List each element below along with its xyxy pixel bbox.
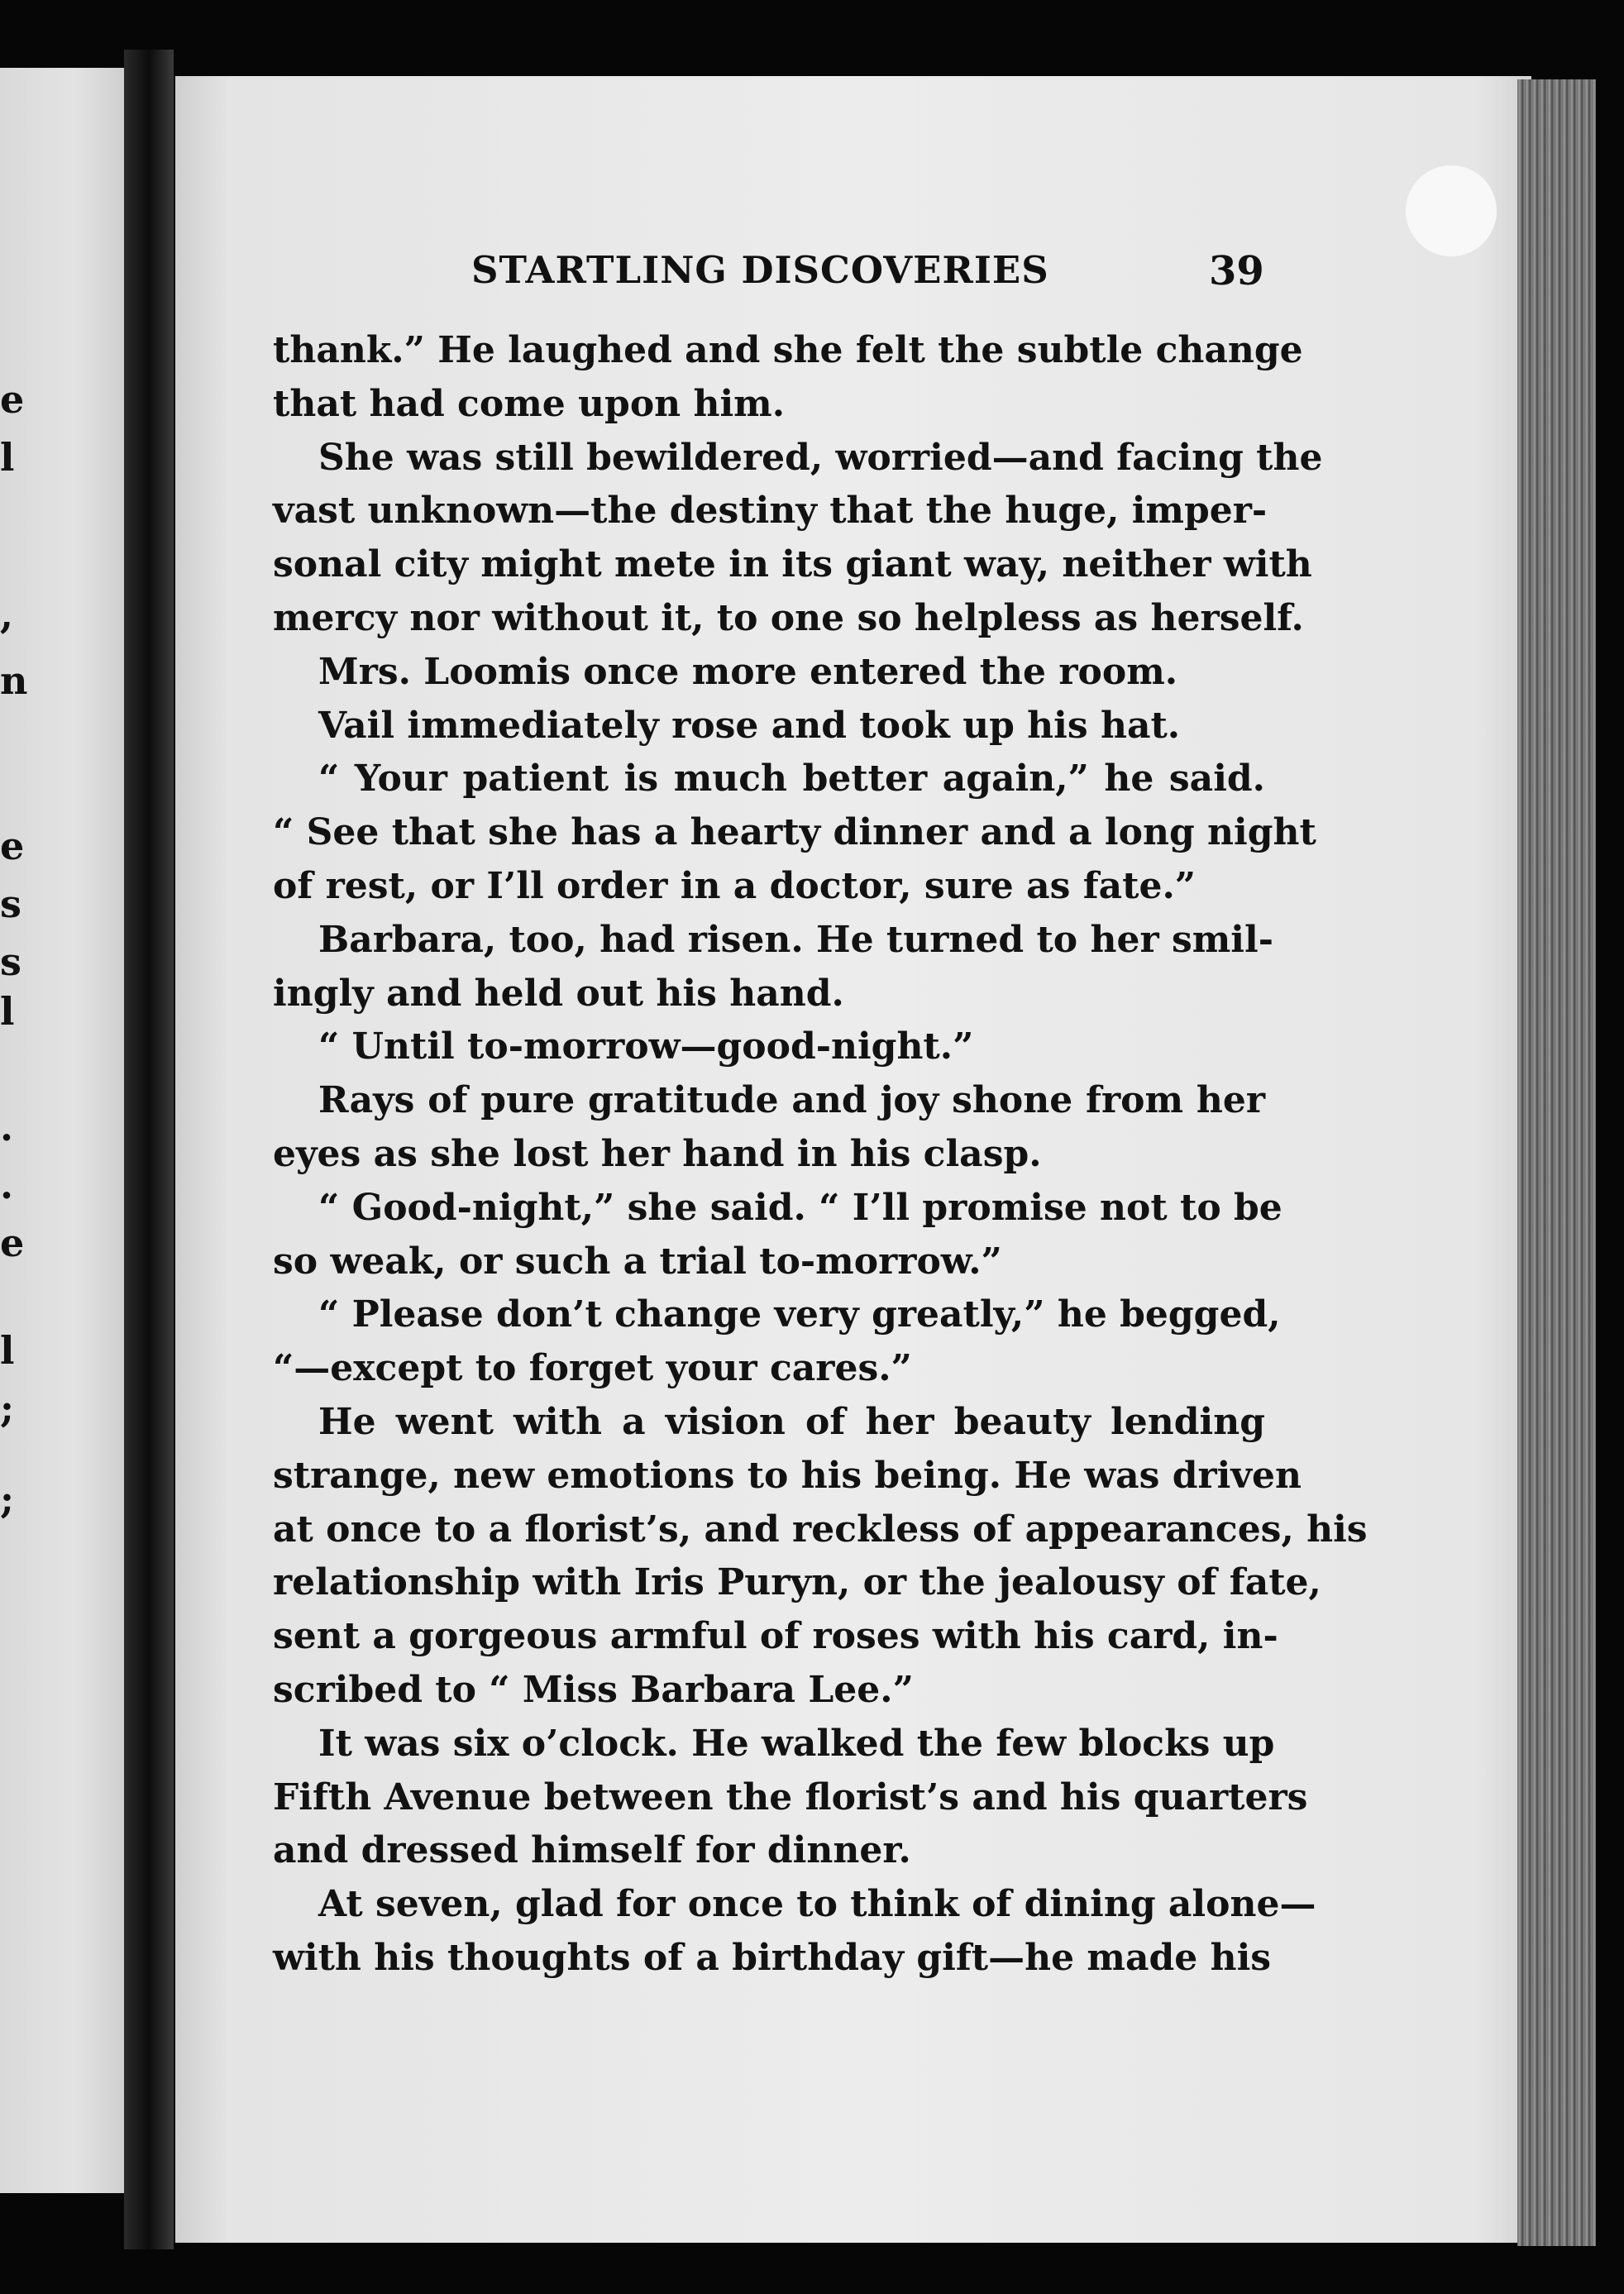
- text-line: strange, new emotions to his being. He was driven: [273, 1454, 1302, 1497]
- text-line: “—except to forget your cares.”: [273, 1347, 912, 1390]
- text-line: mercy nor without it, to one so helpless as herself.: [273, 596, 1304, 639]
- text-line: so weak, or such a trial to-morrow.”: [273, 1240, 1002, 1283]
- text-line: “ Until to-morrow—good-night.”: [318, 1025, 974, 1068]
- text-line: at once to a florist’s, and reckless of appearances, his: [273, 1508, 1368, 1551]
- text-line: “ Your patient is much better again,” he said.: [318, 757, 1265, 801]
- text-line: “ Please don’t change very greatly,” he begged,: [318, 1293, 1281, 1336]
- text-line: ingly and held out his hand.: [273, 972, 844, 1015]
- edge-char: l: [0, 435, 15, 480]
- edge-char: s: [0, 939, 21, 984]
- text-line: Rays of pure gratitude and joy shone from her: [318, 1079, 1265, 1122]
- text-line: Mrs. Loomis once more entered the room.: [318, 650, 1178, 693]
- text-line: sent a gorgeous armful of roses with his card, in-: [273, 1615, 1278, 1658]
- text-line: vast unknown—the destiny that the huge, imper-: [273, 490, 1268, 533]
- book-gutter: [124, 50, 174, 2249]
- edge-char: ;: [0, 1477, 14, 1522]
- text-line: “ Good-night,” she said. “ I’ll promise not to be: [318, 1186, 1282, 1229]
- text-line: thank.” He laughed and she felt the subtle change: [273, 329, 1303, 371]
- edge-char: ;: [0, 1386, 14, 1431]
- page-stack-edge: [1517, 79, 1596, 2246]
- text-line: sonal city might mete in its giant way, neither with: [273, 543, 1312, 586]
- edge-char: ,: [0, 592, 14, 637]
- text-line: Barbara, too, had risen. He turned to her smil-: [318, 918, 1273, 961]
- edge-char: .: [0, 1163, 14, 1207]
- text-line: with his thoughts of a birthday gift—he made his: [273, 1936, 1272, 1979]
- edge-char: .: [0, 1105, 14, 1149]
- text-line: At seven, glad for once to think of dining alone—: [318, 1883, 1316, 1926]
- body-text: [273, 324, 1368, 1986]
- text-line: It was six o’clock. He walked the few blocks up: [318, 1722, 1275, 1765]
- running-head: STARTLING DISCOVERIES: [471, 248, 1049, 292]
- text-line: He went with a vision of her beauty lending: [318, 1400, 1265, 1443]
- text-line: Vail immediately rose and took up his hat.: [318, 704, 1181, 747]
- text-line: eyes as she lost her hand in his clasp.: [273, 1132, 1042, 1175]
- text-line: scribed to “ Miss Barbara Lee.”: [273, 1668, 914, 1711]
- text-line: relationship with Iris Puryn, or the jealousy of fate,: [273, 1561, 1321, 1604]
- edge-char: e: [0, 824, 25, 868]
- text-line: and dressed himself for dinner.: [273, 1829, 911, 1872]
- edge-char: e: [0, 1221, 25, 1265]
- edge-char: l: [0, 1328, 15, 1373]
- text-line: “ See that she has a hearty dinner and a long night: [273, 811, 1316, 854]
- text-line: that had come upon him.: [273, 382, 786, 425]
- edge-char: l: [0, 989, 15, 1034]
- edge-char: s: [0, 882, 21, 926]
- text-line: She was still bewildered, worried—and facing the: [318, 436, 1323, 479]
- text-line: of rest, or I’ll order in a doctor, sure as fate.”: [273, 864, 1197, 907]
- page-number: 39: [1209, 248, 1264, 294]
- text-line: Fifth Avenue between the florist’s and his quarters: [273, 1775, 1308, 1818]
- edge-char: e: [0, 377, 25, 422]
- edge-char: n: [0, 658, 28, 703]
- paper-blemish: [1406, 165, 1497, 256]
